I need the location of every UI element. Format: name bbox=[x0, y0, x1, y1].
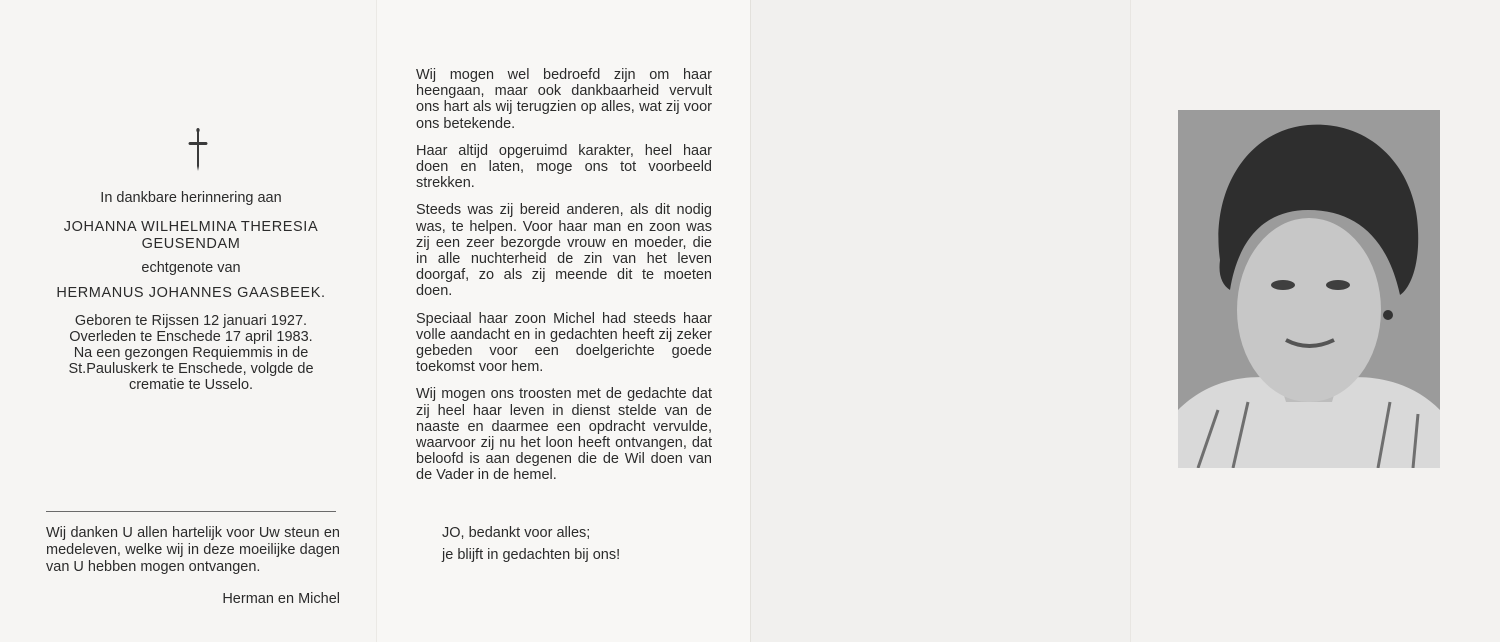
intro-text: In dankbare herinnering aan bbox=[100, 190, 282, 206]
front-panel bbox=[0, 0, 376, 642]
blank-panel bbox=[750, 0, 1131, 642]
spouse-label: echtgenote van bbox=[141, 260, 241, 276]
cremation-line: crematie te Usselo. bbox=[128, 377, 254, 393]
signature: Herman en Michel bbox=[222, 591, 340, 607]
paragraph: Wij mogen wel bedroefd zijn om haar heengaan, maar ook dankbaarheid vervult ons hart als wij terugzien op alles, wat zij voor ons betekende. bbox=[416, 67, 712, 132]
closing-text bbox=[442, 522, 702, 566]
thanks-text: Wij danken U allen hartelijk voor Uw steun en medeleven, welke wij in deze moeilijke dagen van U hebben mogen ontvangen. bbox=[46, 525, 340, 575]
cross-icon bbox=[186, 126, 210, 172]
deceased-name: JOHANNA WILHELMINA THERESIA GEUSENDAM bbox=[63, 219, 319, 252]
paragraph: Speciaal haar zoon Michel had steeds haar volle aandacht en in gedachten heeft zij zeker gebeden voor een doelgerichte goede toekomst voor hem. bbox=[416, 310, 712, 376]
church-line: St.Pauluskerk te Enschede, volgde de bbox=[68, 361, 314, 377]
portrait-photo bbox=[1178, 110, 1440, 468]
paragraph: Haar altijd opgeruimd karakter, heel haar doen en laten, moge ons tot voorbeeld strekken. bbox=[416, 142, 712, 192]
requiem-line: Na een gezongen Requiemmis in de bbox=[73, 345, 309, 361]
spouse-name: HERMANUS JOHANNES GAASBEEK. bbox=[56, 285, 326, 301]
memorial-text bbox=[416, 67, 712, 495]
paragraph: Steeds was zij bereid anderen, als dit nodig was, te helpen. Voor haar man en zoon was zij een zeer bezorgde vrouw en moeder, die in alle nuchterheid de zin van het leven doorgaf, zo als zij meende dit te moeten doen. bbox=[416, 202, 712, 300]
paragraph: Wij mogen ons troosten met de gedachte dat zij heel haar leven in dienst stelde van de naaste en daarmee een opdracht vervulde, waarvoor zij nu het loon heeft ontvangen, dat beloofd is aan degenen die de Wil doen van de Vader in de hemel. bbox=[416, 386, 712, 484]
closing-line: JO, bedankt voor alles; bbox=[442, 525, 591, 541]
birth-line: Geboren te Rijssen 12 januari 1927. bbox=[74, 313, 308, 329]
dates-block bbox=[40, 313, 342, 393]
death-line: Overleden te Enschede 17 april 1983. bbox=[69, 329, 313, 345]
closing-line: je blijft in gedachten bij ons! bbox=[442, 547, 621, 563]
divider bbox=[46, 511, 336, 512]
